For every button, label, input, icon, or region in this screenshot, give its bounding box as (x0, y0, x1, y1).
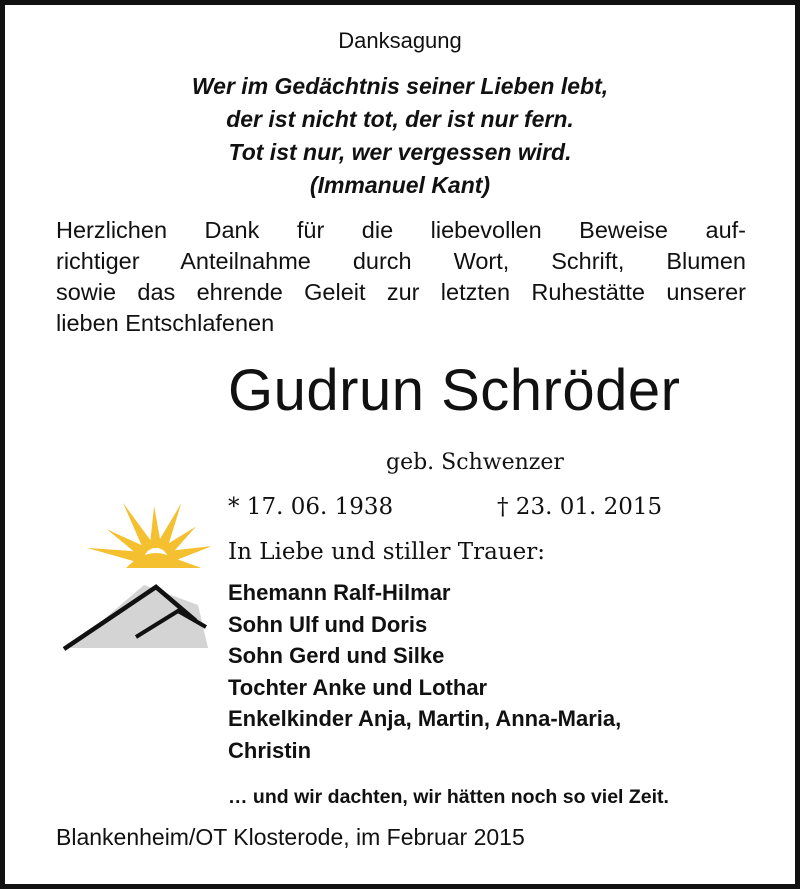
mourner-line: Christin (228, 737, 312, 763)
maiden-name: geb. Schwenzer (386, 450, 564, 475)
sun-rays (87, 503, 210, 568)
heading-title: Danksagung (338, 28, 462, 53)
thanks-line: Herzlichen Dank für die liebevollen Beweise auf- (56, 217, 746, 243)
deceased-name: Gudrun Schröder (228, 358, 681, 423)
thanks-line: lieben Entschlafenen (56, 310, 275, 336)
quote-line: Wer im Gedächtnis seiner Lieben lebt, (191, 73, 609, 99)
mourner-line: Tochter Anke und Lothar (228, 674, 488, 700)
quote-line: der ist nicht tot, der ist nur fern. (226, 106, 574, 132)
quote-author: (Immanuel Kant) (309, 172, 491, 198)
mourners-list (228, 577, 621, 766)
quote-block (0, 70, 800, 202)
death-date: † 23. 01. 2015 (497, 494, 663, 520)
mourner-line: Enkelkinder Anja, Martin, Anna-Maria, (228, 706, 622, 731)
thanks-line: richtiger Anteilnahme durch Wort, Schrift, Blumen (56, 248, 746, 274)
thanks-line: sowie das ehrende Geleit zur letzten Ruhestätte unserer (56, 279, 746, 305)
thanks-text (56, 215, 746, 339)
closing-line: … und wir dachten, wir hätten noch so viel Zeit. (228, 786, 669, 808)
quote-line: Tot ist nur, wer vergessen wird. (228, 139, 572, 165)
mourner-line: Sohn Gerd und Silke (228, 643, 445, 668)
place-date: Blankenheim/OT Klosterode, im Februar 2015 (56, 824, 525, 850)
sun-over-mountains-icon (60, 465, 210, 655)
birth-date: * 17. 06. 1938 (228, 494, 394, 520)
mourner-line: Ehemann Ralf-Hilmar (228, 580, 451, 605)
mourner-line: Sohn Ulf und Doris (228, 611, 428, 637)
mourning-intro: In Liebe und stiller Trauer: (228, 539, 546, 565)
